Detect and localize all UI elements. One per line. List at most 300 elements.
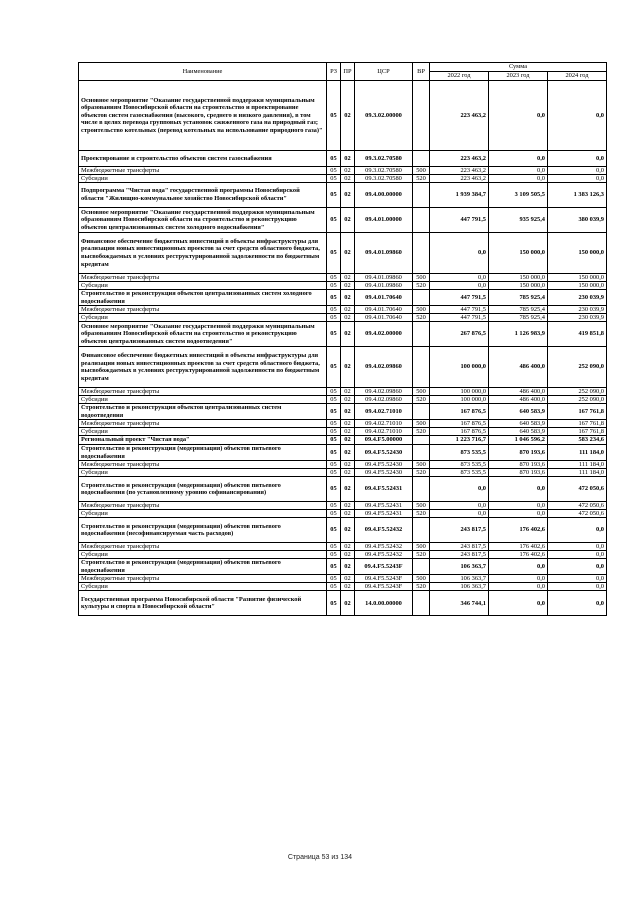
row-name: Финансовое обеспечение бюджетных инвестиций в объекты инфраструктуры для реализации новых инвестиционных проектов за счет средств областного бюджета, высвобождаемых в условиях реструктурированной задолженности по бюджетным кредитам: [79, 347, 327, 388]
row-value-2024: 472 050,6: [548, 510, 607, 518]
row-value-2024: 0,0: [548, 81, 607, 151]
row-vr: [413, 347, 430, 388]
row-pr: 02: [341, 347, 355, 388]
row-value-2024: 150 000,0: [548, 233, 607, 274]
row-pr: 02: [341, 274, 355, 282]
row-value-2023: 785 925,4: [489, 290, 548, 306]
row-value-2023: 176 402,6: [489, 543, 548, 551]
row-value-2023: 486 400,0: [489, 347, 548, 388]
row-csr: 09.4.02.00000: [355, 322, 413, 347]
row-value-2024: 150 000,0: [548, 274, 607, 282]
row-rz: 05: [327, 314, 341, 322]
row-csr: 09.4.02.71010: [355, 428, 413, 436]
row-value-2023: 150 000,0: [489, 282, 548, 290]
row-value-2022: 243 817,5: [430, 551, 489, 559]
row-name: Строительство и реконструкция объектов централизованных систем холодного водоснабжения: [79, 290, 327, 306]
row-csr: 09.4.00.00000: [355, 183, 413, 208]
row-vr: 520: [413, 510, 430, 518]
row-rz: 05: [327, 502, 341, 510]
header-pr: ПР: [341, 63, 355, 81]
table-row: [79, 347, 607, 388]
table-row: [79, 306, 607, 314]
row-pr: 02: [341, 583, 355, 591]
row-pr: 02: [341, 282, 355, 290]
row-csr: 09.4.F5.5243F: [355, 559, 413, 575]
row-csr: 09.4.F5.5243F: [355, 575, 413, 583]
row-name: Межбюджетные трансферты: [79, 420, 327, 428]
row-vr: 500: [413, 420, 430, 428]
row-vr: 500: [413, 167, 430, 175]
row-pr: 02: [341, 510, 355, 518]
row-value-2024: 1 383 126,3: [548, 183, 607, 208]
row-value-2024: 0,0: [548, 591, 607, 616]
row-pr: 02: [341, 444, 355, 460]
row-vr: [413, 290, 430, 306]
table-row: [79, 233, 607, 274]
row-name: Региональный проект "Чистая вода": [79, 436, 327, 445]
row-value-2023: 0,0: [489, 167, 548, 175]
row-name: Межбюджетные трансферты: [79, 461, 327, 469]
row-value-2024: 0,0: [548, 575, 607, 583]
row-pr: 02: [341, 551, 355, 559]
row-vr: [413, 183, 430, 208]
budget-table: [78, 62, 607, 616]
row-value-2023: 176 402,6: [489, 551, 548, 559]
row-value-2022: 100 000,0: [430, 396, 489, 404]
row-vr: 500: [413, 388, 430, 396]
header-rz: РЗ: [327, 63, 341, 81]
row-value-2024: 472 050,6: [548, 477, 607, 502]
row-name: Субсидии: [79, 314, 327, 322]
row-rz: 05: [327, 322, 341, 347]
row-rz: 05: [327, 81, 341, 151]
row-name: Строительство и реконструкция (модернизация) объектов питьевого водоснабжения: [79, 559, 327, 575]
row-value-2022: 267 876,5: [430, 322, 489, 347]
row-value-2022: 106 363,7: [430, 575, 489, 583]
row-value-2024: 252 090,0: [548, 396, 607, 404]
row-rz: 05: [327, 208, 341, 233]
row-value-2023: 640 583,9: [489, 404, 548, 420]
table-row: [79, 282, 607, 290]
row-value-2024: 0,0: [548, 551, 607, 559]
row-value-2023: 935 925,4: [489, 208, 548, 233]
row-vr: [413, 436, 430, 445]
row-rz: 05: [327, 183, 341, 208]
row-pr: 02: [341, 469, 355, 477]
row-vr: [413, 233, 430, 274]
row-value-2022: 167 876,5: [430, 420, 489, 428]
row-value-2023: 640 583,9: [489, 420, 548, 428]
row-name: Межбюджетные трансферты: [79, 543, 327, 551]
table-row: [79, 322, 607, 347]
row-csr: 09.3.02.70580: [355, 175, 413, 183]
row-csr: 09.4.01.70640: [355, 306, 413, 314]
row-pr: 02: [341, 559, 355, 575]
row-value-2024: 0,0: [548, 559, 607, 575]
row-name: Основное мероприятие "Оказание государственной поддержки муниципальным образованиям Новосибирской области на строительство и реконструкцию объектов централизованных систем холодного водоснабжения": [79, 208, 327, 233]
row-value-2024: 0,0: [548, 167, 607, 175]
row-name: Финансовое обеспечение бюджетных инвестиций в объекты инфраструктуры для реализации новых инвестиционных проектов за счет средств областного бюджета, высвобождаемых в условиях реструктурированной задолженности по бюджетным кредитам: [79, 233, 327, 274]
row-value-2022: 873 535,5: [430, 444, 489, 460]
table-row: [79, 559, 607, 575]
table-row: [79, 518, 607, 543]
row-value-2022: 1 939 384,7: [430, 183, 489, 208]
table-row: [79, 510, 607, 518]
row-rz: 05: [327, 461, 341, 469]
row-value-2024: 419 851,8: [548, 322, 607, 347]
row-vr: 500: [413, 543, 430, 551]
table-row: [79, 274, 607, 282]
row-name: Строительство и реконструкция (модернизация) объектов питьевого водоснабжения: [79, 444, 327, 460]
row-value-2023: 785 925,4: [489, 306, 548, 314]
row-pr: 02: [341, 151, 355, 167]
row-value-2023: 0,0: [489, 175, 548, 183]
row-value-2023: 640 583,9: [489, 428, 548, 436]
row-value-2023: 0,0: [489, 151, 548, 167]
row-csr: 09.4.F5.52432: [355, 551, 413, 559]
row-pr: 02: [341, 420, 355, 428]
row-csr: 09.4.F5.5243F: [355, 583, 413, 591]
row-value-2024: 252 090,0: [548, 347, 607, 388]
row-rz: 05: [327, 404, 341, 420]
table-row: [79, 428, 607, 436]
row-value-2022: 447 791,5: [430, 314, 489, 322]
row-value-2023: 150 000,0: [489, 233, 548, 274]
row-value-2022: 1 223 716,7: [430, 436, 489, 445]
row-value-2024: 167 761,8: [548, 420, 607, 428]
table-body: [79, 81, 607, 616]
row-rz: 05: [327, 575, 341, 583]
row-csr: 14.0.00.00000: [355, 591, 413, 616]
row-pr: 02: [341, 396, 355, 404]
row-value-2023: 870 193,6: [489, 444, 548, 460]
table-row: [79, 183, 607, 208]
row-rz: 05: [327, 396, 341, 404]
row-rz: 05: [327, 167, 341, 175]
row-name: Строительство и реконструкция (модернизация) объектов питьевого водоснабжения (несофинансируемая часть расходов): [79, 518, 327, 543]
row-csr: 09.3.02.00000: [355, 81, 413, 151]
row-pr: 02: [341, 404, 355, 420]
table-row: [79, 575, 607, 583]
row-value-2022: 0,0: [430, 282, 489, 290]
row-value-2024: 230 039,9: [548, 314, 607, 322]
row-name: Субсидии: [79, 428, 327, 436]
row-value-2022: 346 744,1: [430, 591, 489, 616]
row-pr: 02: [341, 518, 355, 543]
row-vr: [413, 404, 430, 420]
row-value-2024: 230 039,9: [548, 306, 607, 314]
table-row: [79, 167, 607, 175]
row-value-2023: 0,0: [489, 575, 548, 583]
row-value-2022: 0,0: [430, 274, 489, 282]
row-name: Межбюджетные трансферты: [79, 274, 327, 282]
table-row: [79, 477, 607, 502]
row-name: Подпрограмма "Чистая вода" государственной программы Новосибирской области "Жилищно-коммунальное хозяйство Новосибирской области": [79, 183, 327, 208]
row-value-2023: 0,0: [489, 591, 548, 616]
table-row: [79, 81, 607, 151]
row-value-2023: 870 193,6: [489, 469, 548, 477]
row-value-2022: 106 363,7: [430, 559, 489, 575]
row-value-2022: 167 876,5: [430, 404, 489, 420]
row-rz: 05: [327, 436, 341, 445]
table-row: [79, 175, 607, 183]
row-rz: 05: [327, 444, 341, 460]
row-csr: 09.4.F5.00000: [355, 436, 413, 445]
row-value-2022: 447 791,5: [430, 208, 489, 233]
row-csr: 09.4.F5.52431: [355, 502, 413, 510]
row-rz: 05: [327, 151, 341, 167]
row-name: Субсидии: [79, 469, 327, 477]
row-vr: [413, 591, 430, 616]
header-sum: Сумма: [430, 63, 607, 72]
row-vr: [413, 559, 430, 575]
row-csr: 09.4.F5.52431: [355, 477, 413, 502]
row-value-2022: 447 791,5: [430, 306, 489, 314]
header-year-2022: 2022 год: [430, 72, 489, 81]
row-csr: 09.4.01.70640: [355, 314, 413, 322]
header-vr: ВР: [413, 63, 430, 81]
row-csr: 09.4.F5.52432: [355, 518, 413, 543]
row-value-2023: 0,0: [489, 81, 548, 151]
row-vr: [413, 208, 430, 233]
table-row: [79, 404, 607, 420]
row-csr: 09.3.02.70580: [355, 151, 413, 167]
row-vr: 520: [413, 583, 430, 591]
row-csr: 09.4.F5.52430: [355, 469, 413, 477]
row-value-2022: 223 463,2: [430, 167, 489, 175]
row-value-2024: 0,0: [548, 583, 607, 591]
row-rz: 05: [327, 591, 341, 616]
row-value-2022: 447 791,5: [430, 290, 489, 306]
row-vr: 520: [413, 396, 430, 404]
row-value-2024: 111 184,0: [548, 461, 607, 469]
row-value-2023: 176 402,6: [489, 518, 548, 543]
row-name: Проектирование и строительство объектов систем газоснабжения: [79, 151, 327, 167]
row-name: Межбюджетные трансферты: [79, 167, 327, 175]
row-rz: 05: [327, 290, 341, 306]
row-name: Строительство и реконструкция объектов централизованных систем водоотведения: [79, 404, 327, 420]
row-csr: 09.4.02.71010: [355, 420, 413, 428]
row-value-2023: 3 109 505,5: [489, 183, 548, 208]
document-page: [78, 62, 606, 616]
row-csr: 09.4.F5.52430: [355, 461, 413, 469]
row-name: Межбюджетные трансферты: [79, 575, 327, 583]
table-row: [79, 396, 607, 404]
row-value-2022: 873 535,5: [430, 461, 489, 469]
row-value-2022: 223 463,2: [430, 81, 489, 151]
row-value-2023: 0,0: [489, 502, 548, 510]
row-value-2024: 0,0: [548, 175, 607, 183]
row-name: Основное мероприятие "Оказание государственной поддержки муниципальным образованиям Новосибирской области на строительство и реконструкцию объектов централизованных систем водоотведения": [79, 322, 327, 347]
row-rz: 05: [327, 388, 341, 396]
row-vr: 500: [413, 274, 430, 282]
row-pr: 02: [341, 575, 355, 583]
row-name: Межбюджетные трансферты: [79, 388, 327, 396]
page-footer: Страница 53 из 134: [287, 854, 353, 861]
row-rz: 05: [327, 583, 341, 591]
row-pr: 02: [341, 436, 355, 445]
table-row: [79, 436, 607, 445]
row-pr: 02: [341, 306, 355, 314]
row-pr: 02: [341, 388, 355, 396]
row-value-2023: 785 925,4: [489, 314, 548, 322]
row-pr: 02: [341, 81, 355, 151]
row-pr: 02: [341, 290, 355, 306]
row-rz: 05: [327, 428, 341, 436]
table-row: [79, 551, 607, 559]
header-name: Наименование: [79, 63, 327, 81]
row-value-2024: 0,0: [548, 518, 607, 543]
row-value-2022: 0,0: [430, 477, 489, 502]
row-value-2024: 111 184,0: [548, 469, 607, 477]
table-row: [79, 444, 607, 460]
row-value-2022: 100 000,0: [430, 347, 489, 388]
row-value-2023: 0,0: [489, 477, 548, 502]
row-vr: 500: [413, 575, 430, 583]
row-name: Строительство и реконструкция (модернизация) объектов питьевого водоснабжения (по установленному уровню софинансирования): [79, 477, 327, 502]
row-value-2024: 167 761,8: [548, 404, 607, 420]
row-name: Субсидии: [79, 583, 327, 591]
header-csr: ЦСР: [355, 63, 413, 81]
row-pr: 02: [341, 502, 355, 510]
table-row: [79, 583, 607, 591]
row-name: Субсидии: [79, 551, 327, 559]
row-vr: 500: [413, 461, 430, 469]
row-value-2023: 0,0: [489, 583, 548, 591]
row-vr: [413, 322, 430, 347]
row-rz: 05: [327, 510, 341, 518]
row-value-2023: 486 400,0: [489, 388, 548, 396]
row-csr: 09.4.01.09860: [355, 274, 413, 282]
row-pr: 02: [341, 461, 355, 469]
row-rz: 05: [327, 551, 341, 559]
header-year-2023: 2023 год: [489, 72, 548, 81]
row-rz: 05: [327, 233, 341, 274]
table-row: [79, 388, 607, 396]
row-name: Субсидии: [79, 510, 327, 518]
row-value-2024: 252 090,0: [548, 388, 607, 396]
row-value-2023: 150 000,0: [489, 274, 548, 282]
row-value-2022: 243 817,5: [430, 518, 489, 543]
table-row: [79, 591, 607, 616]
row-value-2024: 0,0: [548, 151, 607, 167]
row-value-2023: 486 400,0: [489, 396, 548, 404]
table-row: [79, 469, 607, 477]
row-value-2024: 230 039,9: [548, 290, 607, 306]
row-rz: 05: [327, 469, 341, 477]
row-rz: 05: [327, 559, 341, 575]
row-vr: 520: [413, 469, 430, 477]
row-vr: 500: [413, 502, 430, 510]
row-value-2022: 223 463,2: [430, 175, 489, 183]
row-rz: 05: [327, 347, 341, 388]
table-row: [79, 420, 607, 428]
row-name: Субсидии: [79, 175, 327, 183]
table-row: [79, 290, 607, 306]
row-name: Субсидии: [79, 282, 327, 290]
row-value-2024: 380 039,9: [548, 208, 607, 233]
row-csr: 09.4.02.71010: [355, 404, 413, 420]
row-csr: 09.4.01.70640: [355, 290, 413, 306]
row-pr: 02: [341, 208, 355, 233]
row-value-2022: 167 876,5: [430, 428, 489, 436]
row-vr: 520: [413, 282, 430, 290]
row-value-2022: 243 817,5: [430, 543, 489, 551]
row-value-2022: 106 363,7: [430, 583, 489, 591]
row-value-2024: 150 000,0: [548, 282, 607, 290]
row-vr: [413, 518, 430, 543]
row-pr: 02: [341, 167, 355, 175]
row-rz: 05: [327, 543, 341, 551]
row-csr: 09.4.F5.52431: [355, 510, 413, 518]
table-row: [79, 314, 607, 322]
row-rz: 05: [327, 274, 341, 282]
row-value-2023: 0,0: [489, 510, 548, 518]
row-rz: 05: [327, 175, 341, 183]
row-name: Государственная программа Новосибирской области "Развитие физической культуры и спорта в Новосибирской области": [79, 591, 327, 616]
row-value-2023: 870 193,6: [489, 461, 548, 469]
row-rz: 05: [327, 518, 341, 543]
row-pr: 02: [341, 477, 355, 502]
row-pr: 02: [341, 314, 355, 322]
row-value-2022: 0,0: [430, 233, 489, 274]
row-csr: 09.4.01.09860: [355, 282, 413, 290]
row-value-2024: 111 184,0: [548, 444, 607, 460]
row-value-2024: 167 761,8: [548, 428, 607, 436]
row-vr: 520: [413, 428, 430, 436]
row-value-2022: 873 535,5: [430, 469, 489, 477]
row-csr: 09.4.01.00000: [355, 208, 413, 233]
table-row: [79, 208, 607, 233]
row-value-2023: 0,0: [489, 559, 548, 575]
row-value-2022: 223 463,2: [430, 151, 489, 167]
table-row: [79, 502, 607, 510]
row-vr: 520: [413, 551, 430, 559]
row-pr: 02: [341, 591, 355, 616]
row-name: Межбюджетные трансферты: [79, 502, 327, 510]
row-value-2024: 472 050,6: [548, 502, 607, 510]
row-rz: 05: [327, 282, 341, 290]
row-vr: 500: [413, 306, 430, 314]
row-csr: 09.3.02.70580: [355, 167, 413, 175]
table-row: [79, 461, 607, 469]
row-csr: 09.4.01.09860: [355, 233, 413, 274]
row-rz: 05: [327, 477, 341, 502]
row-value-2024: 0,0: [548, 543, 607, 551]
row-name: Основное мероприятие "Оказание государственной поддержки муниципальным образованиям Новосибирской области на строительство и проектирование объектов систем газоснабжения (высокого, среднего и низкого давления), в том числе в целях перевода групповых установок сжиженного газа на природный газ; строительство котельных (перевод котельных на использование природного газа)": [79, 81, 327, 151]
row-pr: 02: [341, 183, 355, 208]
row-value-2022: 100 000,0: [430, 388, 489, 396]
row-pr: 02: [341, 322, 355, 347]
row-name: Межбюджетные трансферты: [79, 306, 327, 314]
row-pr: 02: [341, 233, 355, 274]
row-csr: 09.4.02.09860: [355, 396, 413, 404]
row-value-2024: 583 234,6: [548, 436, 607, 445]
row-pr: 02: [341, 428, 355, 436]
row-value-2022: 0,0: [430, 502, 489, 510]
row-value-2023: 1 126 983,9: [489, 322, 548, 347]
row-pr: 02: [341, 543, 355, 551]
row-vr: 520: [413, 175, 430, 183]
row-vr: [413, 151, 430, 167]
row-csr: 09.4.F5.52430: [355, 444, 413, 460]
row-rz: 05: [327, 420, 341, 428]
header-year-2024: 2024 год: [548, 72, 607, 81]
row-csr: 09.4.F5.52432: [355, 543, 413, 551]
row-value-2022: 0,0: [430, 510, 489, 518]
row-vr: 520: [413, 314, 430, 322]
row-pr: 02: [341, 175, 355, 183]
